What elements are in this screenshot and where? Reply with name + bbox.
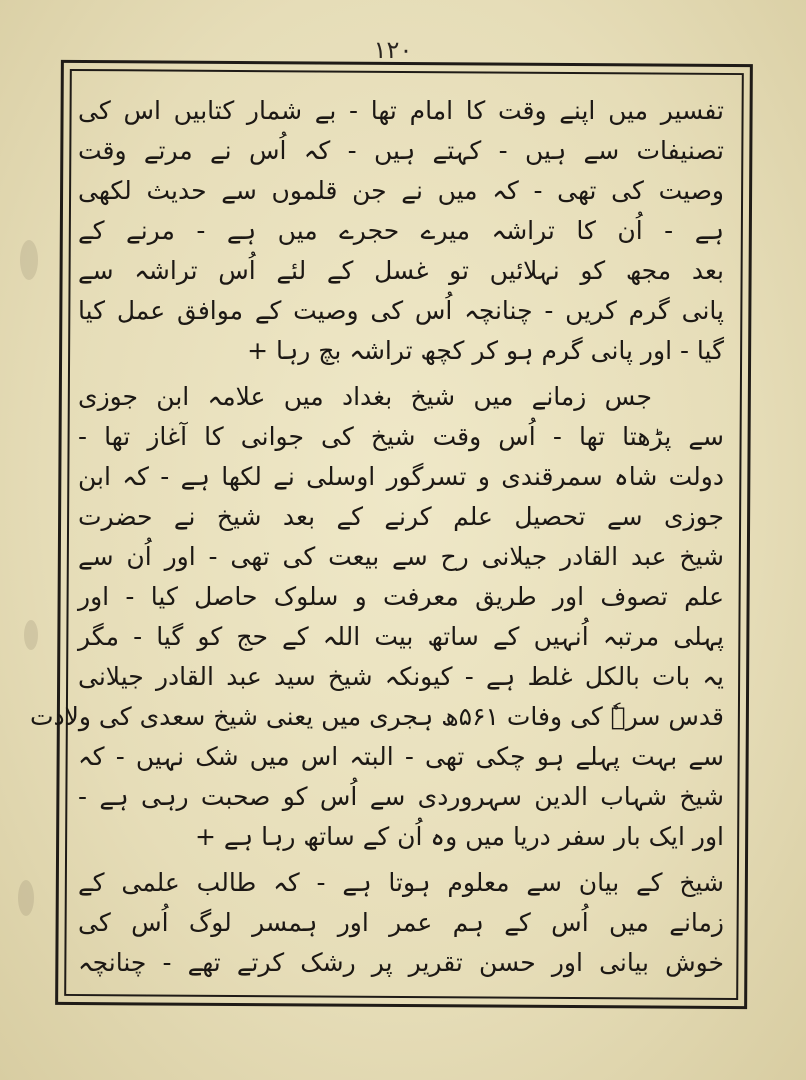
text-line: تفسیر میں اپنے وقت کا امام تھا - بے شمار کتابیں اس کی [78,96,724,125]
text-line: علم تصوف اور طریق معرفت و سلوک حاصل کیا - اور [78,582,724,611]
page-number: ۱۲۰ [373,36,413,64]
text-line: جس زمانے میں شیخ بغداد میں علامہ ابن جوزی [78,382,652,411]
text-line: دولت شاہ سمرقندی و تسرگور اوسلی نے لکھا ہے - کہ ابن [78,462,724,491]
text-line: سے پڑھتا تھا - اُس وقت شیخ کی جوانی کا آغاز تھا - [78,422,724,451]
text-line: یہ بات بالکل غلط ہے - کیونکہ شیخ سید عبد القادر جیلانی [78,662,724,691]
text-line: شیخ کے بیان سے معلوم ہوتا ہے - کہ طالب علمی کے [78,868,724,897]
text-line: پہلی مرتبہ اُنہیں کے ساتھ بیت اللہ کے حج کو گیا - مگر [78,622,724,651]
text-line: سے بہت پہلے ہو چکی تھی - البتہ اس میں شک نہیں - کہ [78,742,724,771]
text-line: تصنیفات سے ہیں - کہتے ہیں - کہ اُس نے مرتے وقت [78,136,724,165]
text-line: شیخ عبد القادر جیلانی رح سے بیعت کی تھی - اور اُن سے [78,542,724,571]
text-line: زمانے میں اُس کے ہم عمر اور ہمسر لوگ اُس کی [78,908,724,937]
paper-stain [24,620,38,650]
text-line: قدس سرہٗ کی وفات ۵۶۱ھ ہجری میں یعنی شیخ سعدی کی ولادت [29,702,724,731]
text-line: اور ایک بار سفر دریا میں وہ اُن کے ساتھ رہا ہے + [195,822,724,851]
text-line: گیا - اور پانی گرم ہو کر کچھ تراشہ بچ رہا + [247,336,724,365]
paper-stain [18,880,34,916]
text-line: خوش بیانی اور حسن تقریر پر رشک کرتے تھے - چنانچہ [78,948,724,977]
paper-stain [20,240,38,280]
text-line: وصیت کی تھی - کہ میں نے جن قلموں سے حدیث لکھی [78,176,724,205]
text-line: ہے - اُن کا تراشہ میرے حجرے میں ہے - مرنے کے [78,216,724,245]
text-line: پانی گرم کریں - چنانچہ اُس کی وصیت کے موافق عمل کیا [78,296,724,325]
text-line: بعد مجھ کو نہلائیں تو غسل کے لئے اُس تراشہ سے [78,256,724,285]
text-line: شیخ شہاب الدین سہروردی سے اُس کو صحبت رہی ہے - [78,782,724,811]
text-line: جوزی سے تحصیل علم کرنے کے بعد شیخ نے حضرت [78,502,724,531]
text-body [29,84,732,994]
